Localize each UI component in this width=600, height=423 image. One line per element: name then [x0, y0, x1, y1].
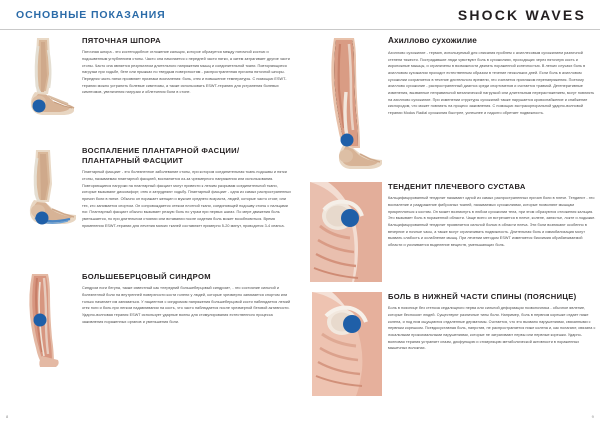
article-title: БОЛЬ В НИЖНЕЙ ЧАСТИ СПИНЫ (ПОЯСНИЦЕ)	[388, 292, 577, 301]
page-right	[300, 30, 600, 423]
page-header	[0, 0, 600, 30]
section-title: ОСНОВНЫЕ ПОКАЗАНИЯ	[16, 9, 166, 21]
article-body	[384, 36, 596, 117]
article-heel-spur	[4, 36, 292, 140]
achilles-tendon-illustration	[308, 36, 384, 176]
article-title: БОЛЬШЕБЕРЦОВЫЙ СИНДРОМ	[82, 272, 211, 281]
article-text: Пяточная шпора - это костеподобное отложение кальция, которое образуется между пяточной костью и подошвенным углублением стопы. Часто она начинается с передней части пятки, а затем затрагивает другие части стопы. Часто она является результатом длительного напряжения мышц и соединительной ткани. Повторяющиеся нагрузки при ходьбе, беге или прыжках по твердым поверхностям - распространенная причина пяточной шпоры. Передняя часть пятки проявляет признаки воспаления: боль, отек и повышение температуры. С помощью ESWT-терапии можно устранить болевые симптомы, а также использовать ESWT-терапию для устранения болевых симптомов, увеличения нагрузки и облегчения боли в стопе.	[82, 50, 290, 95]
article-text: Ахиллово сухожилие - термин, используемый для описания проблем с ахиллесовым сухожилием различной степени тяжести. Пострадавшие люди чувствуют боль в сухожилиях, проходящих через пяточную кость и икроножные мышцы, и ограничены в возможности двигать пораженной конечностью. В легких случаях боль в ахилловом сухожилии проходит естественным образом в течение нескольких дней. Если боль в ахилловом сухожилии сохраняется в течение длительного времени, это считается признаком перенапряжения. Поэтому ахиллово сухожилие - распространенный диагноз среди спортсменов и считается травмой. Дегенеративные изменения, вызванные неправильной механической нагрузкой или длительным перерастяжением, могут повлиять на ахиллово сухожилие. При изменении структуры сухожилий также нарушается кровоснабжение и снабжение кислородом, что может повлиять на процесс заживления. С помощью экстракорпоральной ударно-волновой терапии Modus Radial сухожилия быстрее, успешнее и надолго обретает подвижность.	[388, 50, 595, 116]
page-left	[0, 30, 300, 423]
article-shoulder-tendinitis	[308, 182, 596, 286]
article-body	[78, 272, 292, 325]
article-body	[78, 146, 292, 229]
article-body	[384, 182, 596, 249]
article-plantar-fasciitis	[4, 146, 292, 266]
foot-ankle-heel-spur-illustration	[4, 36, 78, 140]
article-title: ПЯТОЧНАЯ ШПОРА	[82, 36, 161, 45]
page-spread	[0, 30, 600, 423]
shoulder-joint-illustration	[308, 182, 384, 286]
lower-leg-shin-illustration	[4, 272, 78, 368]
article-title: ТЕНДЕНИТ ПЛЕЧЕВОГО СУСТАВА	[388, 182, 526, 191]
page-number-left: 8	[6, 414, 9, 419]
article-text: Боль в пояснице без стеноза седалищного нерва или сильной деформации позвоночника - обычное явление, которые беспокоят людей. Существуют различные типы боли. Например, боль в нервном корешке отдает ниже колена, и под ним ощущаются отдаленные дерматомы. Считается, что это вызвано нарушениями, связанными с нервным корешком. Псевдосуставная боль, напротив, не распространяется ниже колена и, как полагают, связана с локальными проксимальными нарушениями, которые не затрагивают нервы или нервные корешки. Ударно-волновая терапия устраняет спазм, дисфункцию и стимуляцию метаболической активности в пораженных мышечных волокнах.	[388, 306, 596, 351]
article-body	[78, 36, 292, 96]
article-text: Синдром ноги бегуна, также известный как «передний большеберцовый синдром», - это состояние сильной и болезненной боли на внутренней поверхности кости голени у людей, которые чрезмерно занимается спортом или только начинает им заниматься. У пациентов с синдромом напряжения большеберцовой кости наблюдается легкий отек ноги и боль при легком надавливании на кость, что часто наблюдается после чрезмерной беговой активности. Ударно-волновая терапия ESWT использует ударные волны для стимулирования естественного процесса заживления пораженных органов и уменьшения боли.	[82, 286, 291, 324]
article-text: Кальцифицированный тендинит называют одной из самых распространенных причин боли в плече. Тендинит - это воспаление и раздражение фиброзных тканей, называемых сухожилиями, которые позволяют мышцам прикрепляться к костям. Он может возникнуть в любом сухожилии тела, при этом образуются отложения кальция. Это вызывает боль в пораженной области. Чаще всего он встречается в плече, колене, запястье, локте и лодыжке. Кальцифицированный тендинит проявляется сильной болью в области плеча. Эти боли возникают особенно в вечерние и ночные часы, а также могут ограничивать подвижность. Длительная боль и иммобилизация могут вызвать слабость и ослабление мышц. При лечении методом ESWT изменяется биохимия обрабатываемой области и усиливается выделение веществ, уменьшающих боль.	[388, 196, 596, 247]
foot-plantar-fascia-illustration	[4, 146, 78, 266]
article-lower-back-pain	[308, 292, 596, 398]
page-number-right: 9	[591, 414, 594, 419]
article-shin-splints	[4, 272, 292, 368]
article-text: Плантарный фасциит - это болезненное заболевание стопы, при котором соединительная ткань подошвы и пятки стопы, называемая плантарной фасцией, воспаляется из-за чрезмерного напряжения или использования. Повторяющиеся нагрузки на плантарный фасциит могут привести к легким разрывам соединительной ткани, которые вызывают дискомфорт, отек и затрудняют ходьбу. Плантарный фасциит - одна из самых распространенных причин боли в пятке. Обычно он поражает женщин и мужчин среднего возраста, людей, которые часто стоят, или тех, кто занимается спортом. Он сопровождается отеком плотной ткани, соединяющей подошву стопы с пальцами ног. Плантарный фасциит обычно вызывает резкую боль по утрам при первых шагах. По мере движения боль уменьшается, но при длительном стоянии или вставании после сидения боль может возобновиться. Время применения ESWT-терапии для лечения мягких тканей составляет примерно 5-20 минут, проводится 3-4 сеанса.	[82, 170, 292, 228]
brand-logo: SHOCK WAVES	[457, 7, 586, 23]
article-title: Ахиллово сухожилие	[388, 36, 477, 45]
article-body	[384, 292, 596, 352]
article-achilles-tendon	[308, 36, 596, 176]
article-title: ВОСПАЛЕНИЕ ПЛАНТАРНОЙ ФАСЦИИ/ ПЛАНТАРНЫЙ ФАСЦИИТ	[82, 146, 240, 166]
lower-back-muscle-illustration	[308, 292, 384, 398]
